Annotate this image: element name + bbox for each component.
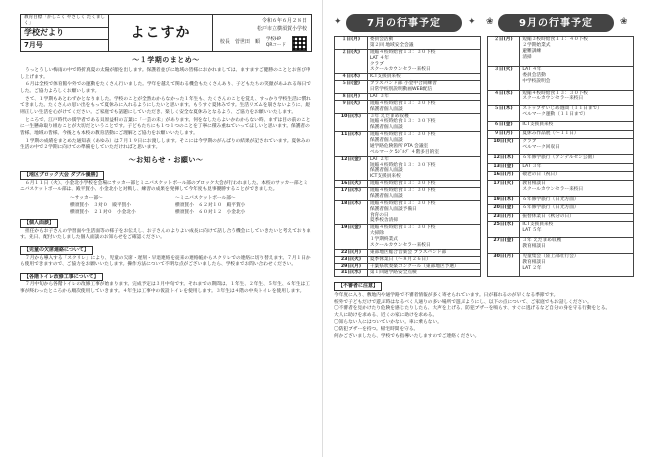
news-title: ～お知らせ・お願い～ (128, 156, 204, 165)
calendar-row (487, 139, 633, 155)
july-table (334, 36, 481, 277)
calendar-row (487, 180, 633, 196)
calendar-row (487, 37, 633, 67)
calendar-row (487, 130, 633, 139)
calendar-row (335, 93, 481, 100)
calendar-date: 19日(木) (487, 196, 520, 205)
leaf-icon: ❀ (620, 17, 628, 27)
calendar-events: 短縮３校時給食１１：４０下校 ２学期始業式 避難訓練 清掃 (520, 37, 634, 67)
notice-line: 〇防犯ブザーを持つ。帰宅時間を守る。 (334, 326, 419, 332)
notice-line: 〇知らない人にはついていかない。車に乗らない。 (334, 320, 442, 325)
calendar-date: 10日(火) (487, 139, 520, 155)
calendar-date: 13日(金) (487, 163, 520, 172)
leaf-icon: ❀ (486, 17, 494, 27)
calendar-events: ストップザいじめ週間（１１日まで） ベルマーク運動（１１日まで） (520, 106, 634, 122)
basket-result: 横須賀小 ６２対１０ 殿平賀小 (175, 203, 246, 209)
calendar-events: ６年修学旅行（アンデルセン公園） (520, 155, 634, 164)
calendar-date: 19日(金) (335, 225, 368, 250)
calendar-events: ６年修学旅行（日光方面） (520, 196, 634, 205)
calendar-row (335, 113, 481, 132)
calendar-date: 22日(月) (335, 249, 368, 256)
calendar-date: ３日(火) (487, 67, 520, 90)
calendar-date: ２日(火) (335, 49, 368, 74)
calendar-date: 17日(火) (487, 180, 520, 196)
calendar-events: ICT支援員来校 LAT ５年 (520, 222, 634, 238)
calendar-row (335, 156, 481, 181)
summary-paragraph: うっとうしい梅雨の中で時折真夏の太陽が顔を出します。保護者並びに地域の皆様におかれましては、ますますご健勝のこととお喜び申し上げます。 (20, 68, 311, 80)
calendar-events: ３年 えだまめ収穫 短縮４校時給食１３：３０下校 保護者個人面談 (367, 113, 480, 132)
calendar-date: １日(月) (335, 37, 368, 50)
sep-banner (486, 12, 634, 34)
calendar-row (487, 238, 633, 254)
calendar-events: 短縮４校時給食１３：３０下校 保護者個人面談 (367, 100, 480, 113)
calendar-row (487, 205, 633, 214)
calendar-row (487, 122, 633, 131)
qr-label-hp: 学校HP (265, 36, 281, 42)
calendar-events: 委員会活動 第２回 地域安全会議 (367, 37, 480, 50)
toilet-heading: 【各階トイレ改修工事について】 (20, 273, 103, 282)
calendar-row (335, 100, 481, 113)
notice-line: 〇不審者を見かけたり危険を感じたりしたら、大声を上げる、防犯ブザーを鳴らす、すぐに逃げるなど自分の身を守る行動をとる。 (334, 306, 611, 312)
calendar-date: 25日(水) (487, 222, 520, 238)
calendar-events: クラブ ベルマーク回収日 (520, 139, 634, 155)
principal-name: 校長 菅世田 順 (219, 39, 260, 46)
calendar-date: 17日(水) (335, 188, 368, 201)
calendar-events: ６年修学旅行（日光方面） (520, 205, 634, 214)
calendar-date: 12日(金) (335, 156, 368, 181)
calendar-events: 夏休み作品展（〜１１日） (520, 130, 634, 139)
soccer-result: 横須賀小 ３対０ 殿平賀小 (70, 203, 131, 209)
calendar-events: 振替休業日（秋分の日） (520, 213, 634, 222)
qr-labels (266, 37, 286, 50)
issue-date: 令和６年６月２８日 (261, 18, 307, 24)
calendar-row (487, 222, 633, 238)
summary-title: ～１学期のまとめ～ (132, 56, 200, 64)
calendar-row (335, 225, 481, 250)
calendar-tables (334, 36, 634, 277)
calendar-row (335, 200, 481, 225)
july-banner (334, 12, 482, 34)
calendar-events: ICT支援員来校 (520, 122, 634, 131)
sep-title: 9月の行事予定 (498, 14, 614, 32)
calendar-events: 敬老の日（祝日） (520, 172, 634, 181)
calendar-events: 第１回通学路安全点検 (367, 270, 480, 277)
calendar-row (335, 263, 481, 270)
sep-table (487, 36, 634, 277)
calendar-date: 16日(月) (487, 172, 520, 181)
calendar-date: ５日(木) (487, 106, 520, 122)
calendar-row (335, 181, 481, 188)
masthead (20, 14, 312, 52)
calendar-date: ６日(金) (487, 122, 520, 131)
qr-label-code: QRコード (265, 43, 286, 48)
calendar-row (335, 37, 481, 50)
calendar-date: 29日(月) (335, 263, 368, 270)
absence-heading: 【児童の欠席連絡について】 (20, 246, 93, 255)
qr-row (217, 36, 307, 51)
calendar-date: 31日(水) (335, 270, 368, 277)
calendar-row (487, 106, 633, 122)
calendar-row (335, 74, 481, 81)
calendar-date: 10日(水) (335, 113, 368, 132)
right-column (322, 0, 648, 457)
calendar-row (335, 256, 481, 263)
notice-line: 大人に助けを求める、近くの家に助けを求める。 (334, 313, 438, 319)
interview-text: 担任からお子さんの学習面や生活面等の様子をお伝えし、お子さんのよりよい成長に向けて話し合う機会にしていきたいと考えております。先日、配付いたしました個人面談のお知らせをご確認ください。 (20, 228, 311, 241)
calendar-row (487, 163, 633, 172)
calendar-row (335, 49, 481, 74)
calendar-headers (334, 12, 634, 34)
july-title: 7月の行事予定 (346, 14, 462, 32)
calendar-row (487, 213, 633, 222)
calendar-events: 短縮４校時給食１３：３０下校 大掃除 １学期終業式 スクールカウンセラー来校日 (367, 225, 480, 250)
calendar-row (487, 90, 633, 106)
left-column (0, 0, 322, 457)
calendar-events: LAT ３年 (520, 163, 634, 172)
notice-line: 何かございましたら、学校でも指導いたしますのでご連絡ください。 (334, 333, 480, 339)
calendar-row (335, 270, 481, 277)
calendar-events: 短縮４校時給食１３：３０下校 保護者個人面談 通学路危険箇所 PTA 会議室 ベルマーク 5ｼﾞﾙﾌﾞ ４階多目的室 (367, 132, 480, 157)
soccer-result: 横須賀小 ２１対０ 小金北小 (70, 210, 136, 216)
calendar-events: LAT ４年 委員会活動 中学校説明会 (520, 67, 634, 90)
calendar-row (487, 254, 633, 277)
calendar-events: 東部地区総合音楽会 ブラスバンド部 (367, 249, 480, 256)
basket-result: 横須賀小 ６０対１２ 小金北小 (175, 210, 246, 216)
calendar-date: 18日(木) (335, 200, 368, 225)
basket-heading: ～ミニバスケットボール部～ (175, 196, 236, 202)
notice-body (334, 293, 634, 341)
star-icon: ✦ (334, 17, 342, 27)
calendar-date: 27日(金) (487, 238, 520, 254)
sports-text: ６月１１日（火）、小金北小学校を会場にサッカー部とミニバスケットボール部のブロック大会が行われました。本校のサッカー部とミニバスケットボール部は、殿平賀小、小金北小と対戦し、練習の成果を発揮して今年度も見事優勝することができました。 (20, 180, 308, 193)
calendar-date: ４日(水) (487, 90, 520, 106)
notice-heading: 【不審者に注意】 (334, 282, 382, 291)
calendar-events: ICT支援員来校 (367, 74, 480, 81)
calendar-date: 20日(金) (487, 205, 520, 214)
school-motto: 教育目標「かしこく やさしく たくましく」 (21, 15, 108, 28)
masthead-labels (21, 15, 109, 51)
calendar-date: 23日(月) (487, 213, 520, 222)
calendar-events: 短縮４校時給食１３：３０下校 (367, 181, 480, 188)
calendar-date: 12日(木) (487, 155, 520, 164)
calendar-date: 23日(火) (335, 256, 368, 263)
calendar-date: ８日(月) (335, 93, 368, 100)
soccer-heading: ～サッカー部～ (70, 196, 103, 202)
sports-results (70, 195, 312, 216)
sports-heading: 【地区ブロック大会 ダブル優勝】 (20, 171, 104, 180)
calendar-date: 30日(月) (487, 254, 520, 277)
calendar-events: 短縮４校時給食１３：３０下校 LAT ４年 クラブ スクールカウンセラー来校日 (367, 49, 480, 74)
toilet-text: ７月中旬から各階トイレの改修工事が始まります。完成予定は３月中旬です。それまでの期間は、１年生、２年生、５年生、６年生は工事が終わったところから順次使用していきます。４年生は工事中の仮設トイレを使用します。３年生は４階の中央トイレを使用します。 (20, 282, 310, 295)
calendar-row (487, 67, 633, 90)
calendar-date: ５日(金) (335, 81, 368, 94)
school-name: 松戸市立横須賀小学校 (256, 25, 307, 32)
calendar-row (335, 249, 481, 256)
star-icon: ✦ (468, 17, 476, 27)
calendar-events: 夏季休業日（〜８月２６日） (367, 256, 480, 263)
calendar-row (335, 81, 481, 94)
notice-line: 今年度に入り、敷地内や通学路で不審者情報が多く寄せられています。日が暮れるのが早くなる季節です。 (334, 292, 559, 298)
calendar-date: 11日(木) (335, 132, 368, 157)
calendar-date: ９日(火) (335, 100, 368, 113)
summary-paragraph: ６月は全校で体育館や外での運動をたくさん行いました。学年を越えて関わる機会もたくさんあり、子どもたちの笑顔があふれる毎日でした。ご協力よろしくお願いします。 (20, 82, 311, 95)
notice-line: 校外で子どもだけで遊ぶ時はなるべく人通りの多い場所で遊ぶようにし、以下の点について、ご家庭でもお話しください。 (334, 299, 592, 305)
calendar-row (487, 155, 633, 164)
summary-paragraph: ところで、江戸時代の儒学者である貝原益軒の言葉に「一芸の未」があります。何をなしたらよいかわからない時、まずは目の前のことに一生懸命取り組むことが大切だということです。子どもたちにも１つ１つのことを丁寧に積み重ねていってほしいと思います。保護者の皆様、地域の皆様、今後とも本校の教育活動にご理解とご協力をお願いいたします。 (20, 117, 311, 137)
calendar-events: 教育相談日 スクールカウンセラー来校日 (520, 180, 634, 196)
calendar-date: ９日(月) (487, 130, 520, 139)
newsletter-label: 学校だより (21, 28, 108, 40)
issue-label: 7月号 (24, 40, 43, 49)
calendar-date: ２日(月) (487, 37, 520, 67)
calendar-events: LAT ２年 短縮４校時給食１３：３０下校 保護者個人面談 ICT支援員来校 (367, 156, 480, 181)
calendar-date: ４日(木) (335, 74, 368, 81)
calendar-events: 短縮４校時給食１３：３０下校 保護者個人面談 (367, 188, 480, 201)
calendar-date: 16日(火) (335, 181, 368, 188)
calendar-events: 短縮４校時給食１３：３０下校 保護者個人面談予備日 食育の日 夏季校舎清掃 (367, 200, 480, 225)
calendar-events: 千葉県吹奏楽コンクール（東部地区予選） (367, 263, 480, 270)
calendar-row (487, 196, 633, 205)
summary-paragraph: １学期の成績をまとめた通知表（あゆみ）は７月１９日にお渡しします。そこには今学期のがんばりの結果が記されています。夏休みの生活の中で２学期に向けての準備をしていただければと思います。 (20, 138, 311, 151)
calendar-events: 短縮４校時給食１３：３０下校 スクールカウンセラー来校日 (520, 90, 634, 106)
absence-text: ７月から導入する「スクリレ」により、児童の欠席・遅刻・早退連絡を従来の連絡帳からスクリレでの連絡に切り替えます。７月１日から使用できますので、ご協力をお願いいたします。操作方法について不明な点がございましたら、学校までお問い合わせください。 (20, 255, 311, 268)
calendar-events: ３年 えだまめ収穫 教育相談日 (520, 238, 634, 254)
newsletter-title: よこすか (109, 15, 213, 51)
calendar-row (335, 188, 481, 201)
calendar-events: 児童集会（陸上部壮行会） 教育相談日 LAT ２年 (520, 254, 634, 277)
calendar-row (335, 132, 481, 157)
interview-heading: 【個人面談】 (20, 219, 58, 228)
calendar-events: LAT ３年 (367, 93, 480, 100)
calendar-row (487, 172, 633, 181)
qr-code-image[interactable] (292, 36, 307, 51)
summary-paragraph: さて、１学期もあとわずかとなりました。学校のことが全然わからなかった１年生も、たくさんのことを覚え、すっかり学校生活に慣れてきました。たくさんの思い出をもって夏休みに入れるようにしたいと思います。もうすぐ夏休みです。生活リズムを崩さないように、規則正しい生活を心がけてください。ご家庭でも話題にしていただき、楽しく安全な夏休みとなるよう、ご協力をお願いいたします。 (20, 96, 311, 116)
calendar-events: ブラスバンド部 小金中合同練習 日常学校別説明動画WEB配信 (367, 81, 480, 94)
masthead-info (213, 15, 311, 51)
